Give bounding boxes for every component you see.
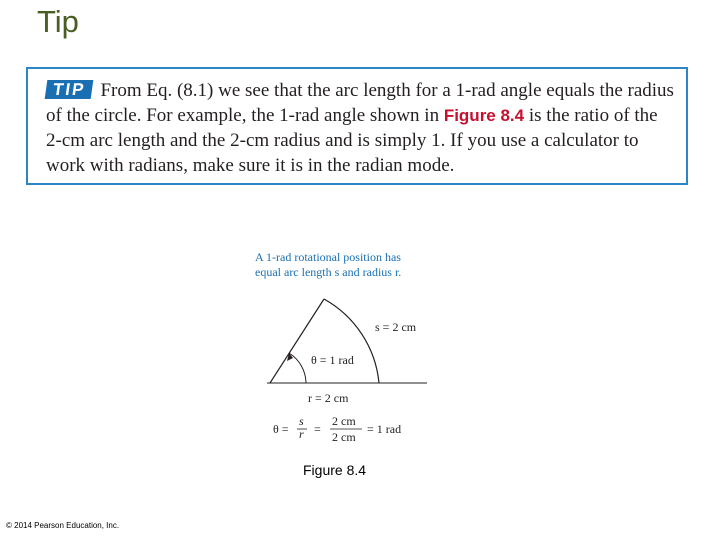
radius-label: r = 2 cm — [308, 391, 349, 405]
angle-label: θ = 1 rad — [311, 353, 354, 367]
figure-caption: Figure 8.4 — [303, 462, 367, 478]
radian-diagram — [262, 280, 442, 445]
equation-numerator: 2 cm — [332, 414, 356, 428]
equation-denominator: 2 cm — [332, 430, 356, 444]
equation-result: = 1 rad — [367, 422, 402, 436]
tip-badge: TIP — [45, 80, 94, 99]
figure-description-line1: A 1-rad rotational position has — [255, 250, 401, 264]
figure-description — [255, 250, 455, 280]
slide-title: Tip — [37, 4, 79, 39]
tip-text-part1: From Eq. (8.1) we see that the arc length for a 1-rad angle equals the radius of the circle. For example, the 1-rad angle shown in — [46, 80, 674, 126]
equation-equals: = — [314, 422, 321, 436]
radius-ray — [270, 299, 324, 383]
equation-r: r — [299, 427, 304, 441]
tip-box — [26, 67, 688, 185]
arc-s — [324, 299, 379, 383]
arc-length-label: s = 2 cm — [375, 320, 417, 334]
tip-text-part2: is the ratio of the 2-cm arc length and the 2-cm radius and is simply 1. If you use a calculator to work with radians, make sure it is in the radian mode. — [46, 105, 658, 176]
tip-text — [46, 78, 676, 178]
figure-description-line2: equal arc length s and radius r. — [255, 265, 402, 279]
equation-s: s — [299, 414, 304, 428]
equation-lhs: θ = — [273, 422, 289, 436]
copyright-notice: © 2014 Pearson Education, Inc. — [6, 521, 120, 530]
figure-reference: Figure 8.4 — [443, 106, 525, 125]
